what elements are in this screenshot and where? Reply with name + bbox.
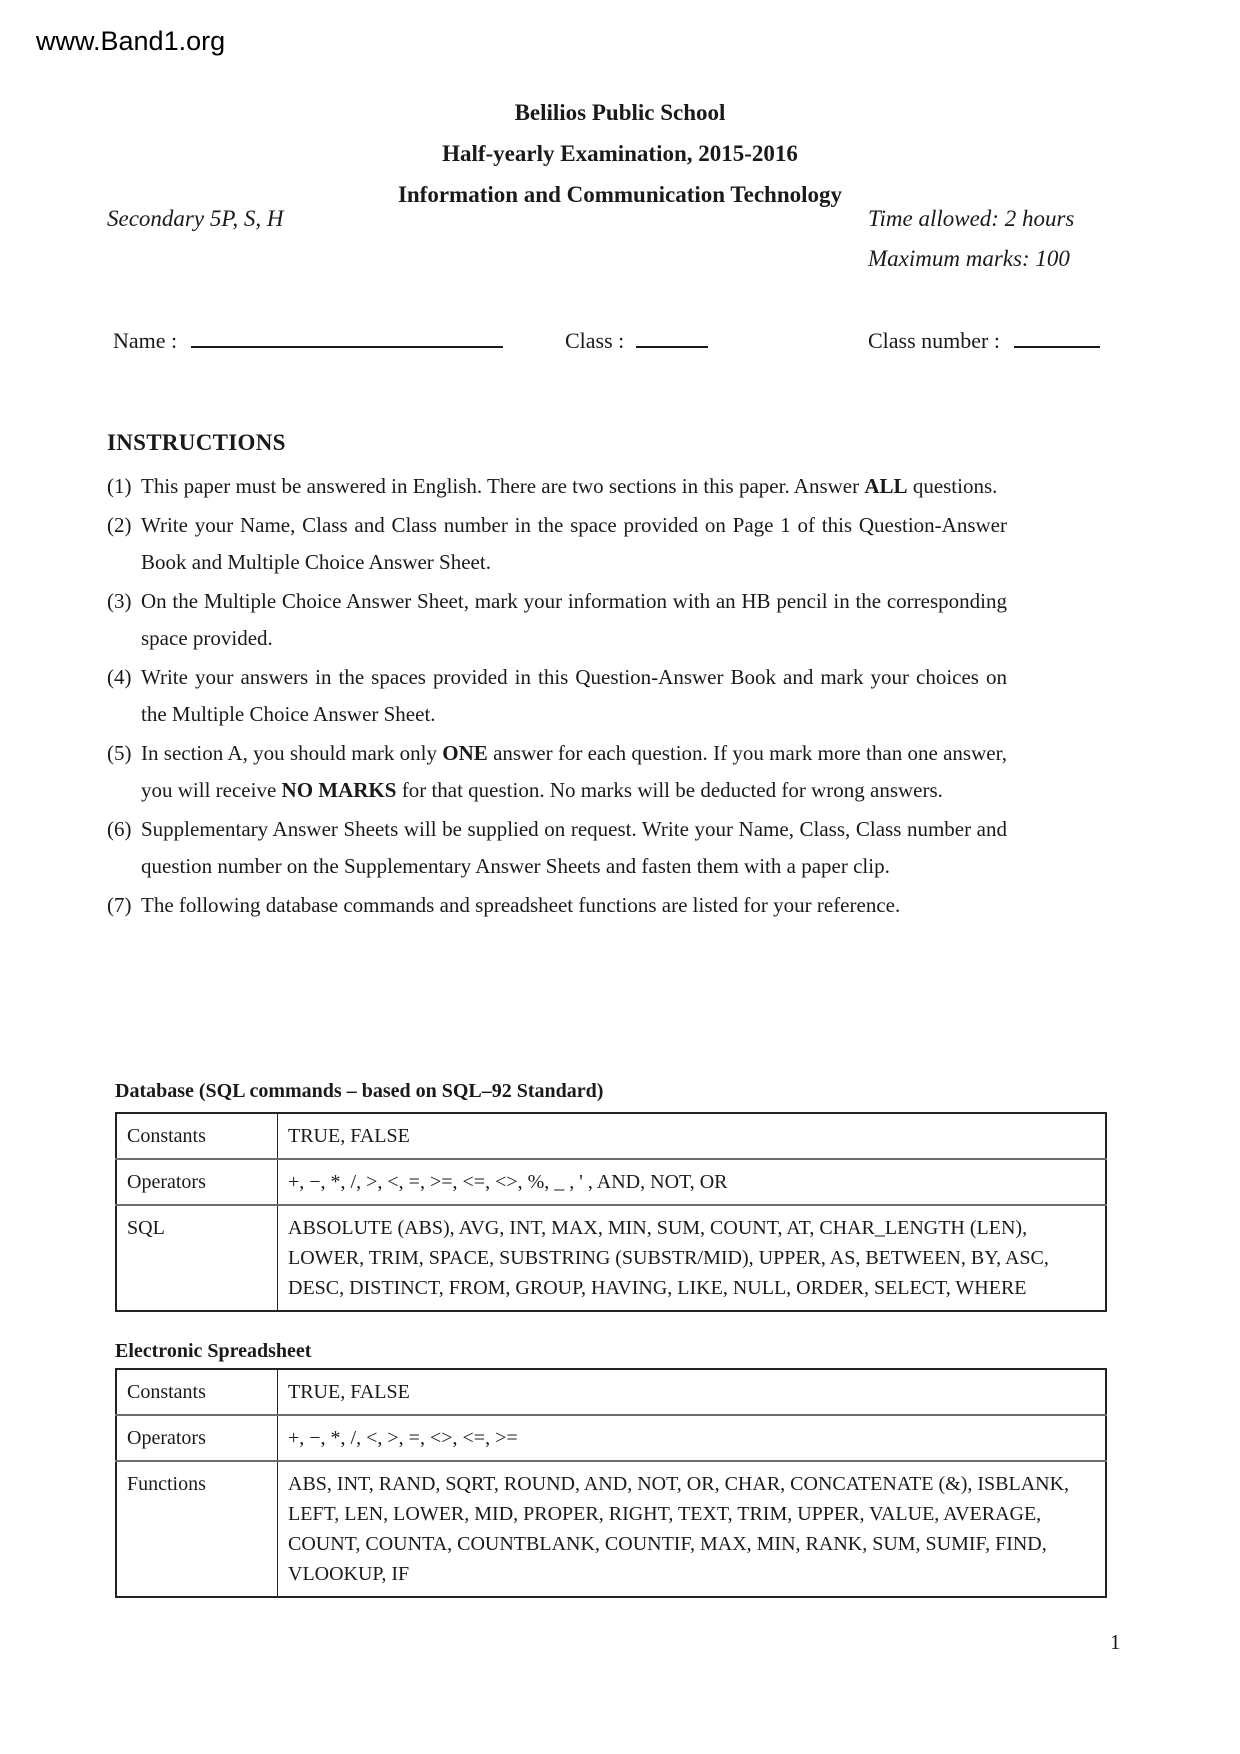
row-value: TRUE, FALSE [288, 1381, 410, 1403]
spreadsheet-table-title: Electronic Spreadsheet [115, 1340, 312, 1362]
database-table-title: Database (SQL commands – based on SQL–92 Standard) [115, 1080, 604, 1102]
instruction-text: Supplementary Answer Sheets will be supplied on request. Write your Name, Class, Class number and question number on the Supplementary Answer Sheets and fasten them with a paper clip. [141, 817, 1007, 878]
instructions-heading: INSTRUCTIONS [107, 430, 286, 455]
subject-title: Information and Communication Technology [397, 182, 843, 207]
table-row [116, 1461, 1106, 1597]
school-name: Belilios Public School [514, 100, 726, 125]
name-field [113, 328, 503, 354]
instruction-number: (7) [107, 893, 132, 917]
instruction-number: (5) [107, 741, 132, 765]
class-number-blank-line [1014, 328, 1100, 348]
instruction-text: In section A, you should mark only ONE answer for each question. If you mark more than one answer, you will receive NO MARKS for that question. No marks will be deducted for wrong answers. [141, 741, 1007, 802]
row-label: Operators [116, 1415, 278, 1461]
instruction-number: (6) [107, 817, 132, 841]
instructions-list [107, 468, 1007, 926]
class-label: Class : [565, 328, 625, 353]
class-blank-line [636, 328, 708, 348]
table-row [116, 1369, 1106, 1415]
instruction-text: Write your answers in the spaces provided in this Question-Answer Book and mark your choices on the Multiple Choice Answer Sheet. [141, 665, 1007, 726]
instruction-item [107, 468, 1007, 505]
instruction-item [107, 735, 1007, 809]
instruction-item [107, 583, 1007, 657]
class-field [565, 328, 708, 354]
spreadsheet-reference-table [115, 1368, 1107, 1598]
time-allowed: Time allowed: 2 hours [868, 206, 1075, 231]
instruction-number: (4) [107, 665, 132, 689]
name-blank-line [191, 328, 503, 348]
instruction-text: The following database commands and spreadsheet functions are listed for your reference. [141, 893, 901, 917]
instruction-item [107, 659, 1007, 733]
instruction-text: This paper must be answered in English. There are two sections in this paper. Answer ALL questions. [141, 474, 998, 498]
instruction-item [107, 887, 1007, 924]
row-label: SQL [116, 1205, 278, 1311]
row-value: +, −, *, /, <, >, =, <>, <=, >= [278, 1415, 1107, 1461]
page-number: 1 [1110, 1630, 1121, 1654]
instruction-number: (3) [107, 589, 132, 613]
row-value: ABSOLUTE (ABS), AVG, INT, MAX, MIN, SUM, COUNT, AT, CHAR_LENGTH (LEN), LOWER, TRIM, SPACE, SUBSTRING (SUBSTR/MID), UPPER, AS, BETWEEN, BY, ASC, DESC, DISTINCT, FROM, GROUP, HAVING, LIKE, NULL, ORDER, SELECT, WHERE [278, 1205, 1107, 1311]
database-reference-table [115, 1112, 1107, 1312]
row-value: ABS, INT, RAND, SQRT, ROUND, AND, NOT, OR, CHAR, CONCATENATE (&), ISBLANK, LEFT, LEN, LOWER, MID, PROPER, RIGHT, TEXT, TRIM, UPPER, VALUE, AVERAGE, COUNT, COUNTA, COUNTBLANK, COUNTIF, MAX, MIN, RANK, SUM, SUMIF, FIND, VLOOKUP, IF [278, 1461, 1107, 1597]
table-row [116, 1415, 1106, 1461]
row-value: TRUE, FALSE [288, 1125, 410, 1147]
row-label: Constants [116, 1369, 278, 1415]
row-label: Operators [116, 1159, 278, 1205]
row-label: Functions [116, 1461, 278, 1597]
instruction-number: (2) [107, 513, 132, 537]
name-label: Name : [113, 328, 178, 353]
row-value: +, −, *, /, >, <, =, >=, <=, <>, %, _ , ' , AND, NOT, OR [278, 1159, 1107, 1205]
instruction-item [107, 507, 1007, 581]
instruction-text: On the Multiple Choice Answer Sheet, mark your information with an HB pencil in the corresponding space provided. [141, 589, 1007, 650]
class-level: Secondary 5P, S, H [107, 206, 284, 231]
row-label: Constants [116, 1113, 278, 1159]
class-number-label: Class number : [868, 328, 1000, 353]
class-number-field [868, 328, 1100, 354]
table-row [116, 1159, 1106, 1205]
watermark-url: www.Band1.org [36, 26, 226, 56]
instruction-item [107, 811, 1007, 885]
instruction-number: (1) [107, 474, 132, 498]
instruction-text: Write your Name, Class and Class number in the space provided on Page 1 of this Question-Answer Book and Multiple Choice Answer Sheet. [141, 513, 1007, 574]
title-block [0, 92, 1240, 215]
table-row [116, 1205, 1106, 1311]
exam-title: Half-yearly Examination, 2015-2016 [442, 141, 798, 166]
maximum-marks: Maximum marks: 100 [868, 246, 1070, 271]
table-row [116, 1113, 1106, 1159]
